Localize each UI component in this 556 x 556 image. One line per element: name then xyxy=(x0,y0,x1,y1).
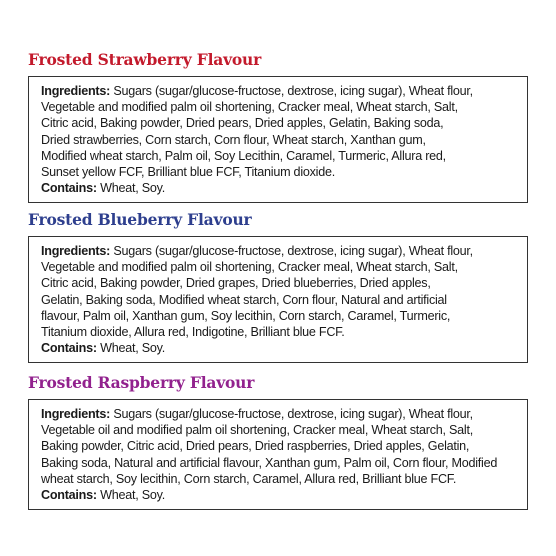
contains-line xyxy=(41,180,519,196)
contains-label: Contains: xyxy=(41,341,97,356)
ingredients-line: Sunset yellow FCF, Brilliant blue FCF, Titanium dioxide. xyxy=(41,165,335,180)
strawberry-ingredients-box xyxy=(28,76,528,203)
raspberry-section xyxy=(28,373,528,510)
ingredients-line: Modified wheat starch, Palm oil, Soy Lecithin, Caramel, Turmeric, Allura red, xyxy=(41,148,446,163)
contains-line xyxy=(41,340,519,356)
ingredients-label: Ingredients: xyxy=(41,84,111,98)
contains-text: Wheat, Soy. xyxy=(96,341,165,356)
ingredients-label: Ingredients: xyxy=(41,407,111,421)
ingredients-line xyxy=(41,83,519,99)
ingredients-line: Gelatin, Baking soda, Modified wheat starch, Corn flour, Natural and artificial xyxy=(41,292,447,307)
ingredients-line xyxy=(41,243,519,259)
ingredients-line: Citric acid, Baking powder, Dried pears, Dried apples, Gelatin, Baking soda, xyxy=(41,116,444,131)
raspberry-title: Frosted Raspberry Flavour xyxy=(28,373,255,392)
ingredients-line: Dried strawberries, Corn starch, Corn flour, Wheat starch, Xanthan gum, xyxy=(41,132,426,147)
strawberry-section xyxy=(28,50,528,203)
raspberry-ingredients-box xyxy=(28,399,528,510)
contains-label: Contains: xyxy=(41,488,97,503)
ingredients-line: wheat starch, Soy lecithin, Corn starch, Caramel, Allura red, Brilliant blue FCF. xyxy=(41,471,457,486)
blueberry-section xyxy=(28,210,528,363)
ingredients-text: Sugars (sugar/glucose-fructose, dextrose, icing sugar), Wheat flour, xyxy=(110,244,473,258)
contains-label: Contains: xyxy=(41,181,97,196)
contains-line xyxy=(41,487,519,503)
ingredients-line: Vegetable oil and modified palm oil shortening, Cracker meal, Wheat starch, Salt, xyxy=(41,423,473,438)
ingredients-text: Sugars (sugar/glucose-fructose, dextrose, icing sugar), Wheat flour, xyxy=(110,84,473,98)
ingredients-line xyxy=(41,406,519,422)
ingredients-label: Ingredients: xyxy=(41,244,111,258)
blueberry-title: Frosted Blueberry Flavour xyxy=(28,210,252,229)
ingredients-line: Vegetable and modified palm oil shortening, Cracker meal, Wheat starch, Salt, xyxy=(41,100,458,115)
ingredients-line: Vegetable and modified palm oil shortening, Cracker meal, Wheat starch, Salt, xyxy=(41,260,458,275)
ingredients-line: Titanium dioxide, Allura red, Indigotine, Brilliant blue FCF. xyxy=(41,325,345,340)
contains-text: Wheat, Soy. xyxy=(96,181,165,196)
ingredients-line: Baking powder, Citric acid, Dried pears, Dried raspberries, Dried apples, Gelatin, xyxy=(41,439,470,454)
ingredients-text: Sugars (sugar/glucose-fructose, dextrose, icing sugar), Wheat flour, xyxy=(110,407,473,421)
blueberry-ingredients-box xyxy=(28,236,528,363)
ingredients-line: Baking soda, Natural and artificial flavour, Xanthan gum, Palm oil, Corn flour, Modified xyxy=(41,455,498,470)
ingredients-line: Citric acid, Baking powder, Dried grapes, Dried blueberries, Dried apples, xyxy=(41,276,431,291)
contains-text: Wheat, Soy. xyxy=(96,488,165,503)
ingredients-line: flavour, Palm oil, Xanthan gum, Soy lecithin, Corn starch, Caramel, Turmeric, xyxy=(41,308,451,323)
strawberry-title: Frosted Strawberry Flavour xyxy=(28,50,262,69)
